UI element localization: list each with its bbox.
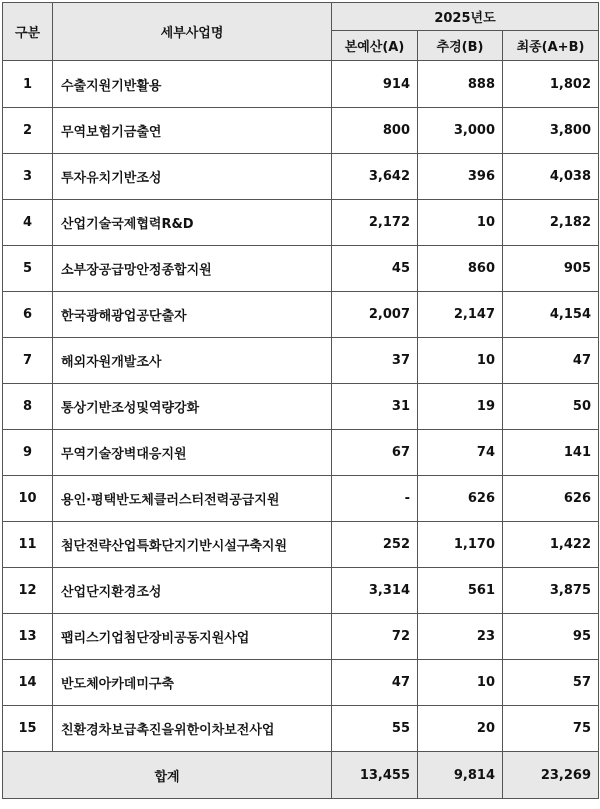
row-number: 2 [3,108,53,154]
table-row [3,200,599,246]
row-final: 4,038 [503,154,599,200]
row-number: 3 [3,154,53,200]
row-supplementary: 3,000 [418,108,503,154]
row-project-name: 무역기술장벽대응지원 [53,430,332,476]
row-supplementary: 860 [418,246,503,292]
row-budget: 67 [332,430,418,476]
table-row [3,522,599,568]
row-supplementary: 396 [418,154,503,200]
row-project-name: 투자유치기반조성 [53,154,332,200]
row-supplementary: 888 [418,61,503,108]
row-budget: 914 [332,61,418,108]
table-body [3,61,599,752]
row-number: 13 [3,614,53,660]
row-number: 10 [3,476,53,522]
header-final: 최종(A+B) [503,31,599,61]
row-project-name: 반도체아카데미구축 [53,660,332,706]
row-budget: 55 [332,706,418,752]
table-row [3,706,599,752]
row-final: 75 [503,706,599,752]
row-number: 12 [3,568,53,614]
total-label: 합계 [3,752,332,799]
total-row [3,752,599,799]
row-final: 50 [503,384,599,430]
row-project-name: 무역보험기금출연 [53,108,332,154]
table-row [3,61,599,108]
row-supplementary: 10 [418,200,503,246]
row-final: 4,154 [503,292,599,338]
row-budget: 800 [332,108,418,154]
table-row [3,246,599,292]
row-final: 1,802 [503,61,599,108]
row-number: 4 [3,200,53,246]
row-project-name: 산업단지환경조성 [53,568,332,614]
table-row [3,154,599,200]
row-final: 3,800 [503,108,599,154]
row-number: 15 [3,706,53,752]
row-project-name: 한국광해광업공단출자 [53,292,332,338]
table-row [3,292,599,338]
row-supplementary: 20 [418,706,503,752]
row-project-name: 수출지원기반활용 [53,61,332,108]
budget-table [2,2,599,799]
row-number: 8 [3,384,53,430]
row-final: 95 [503,614,599,660]
table-row [3,568,599,614]
row-number: 1 [3,61,53,108]
row-budget: 31 [332,384,418,430]
table-row [3,384,599,430]
header-supplementary: 추경(B) [418,31,503,61]
row-budget: 2,172 [332,200,418,246]
row-budget: 47 [332,660,418,706]
header-budget: 본예산(A) [332,31,418,61]
row-final: 1,422 [503,522,599,568]
table-row [3,614,599,660]
row-supplementary: 19 [418,384,503,430]
total-supplementary: 9,814 [418,752,503,799]
row-final: 626 [503,476,599,522]
row-budget: 252 [332,522,418,568]
row-project-name: 산업기술국제협력R&D [53,200,332,246]
table-footer [3,752,599,799]
row-supplementary: 23 [418,614,503,660]
row-project-name: 팹리스기업첨단장비공동지원사업 [53,614,332,660]
row-number: 14 [3,660,53,706]
row-final: 905 [503,246,599,292]
row-budget: 37 [332,338,418,384]
row-supplementary: 2,147 [418,292,503,338]
row-project-name: 용인·평택반도체클러스터전력공급지원 [53,476,332,522]
row-budget: - [332,476,418,522]
row-number: 7 [3,338,53,384]
table-row [3,430,599,476]
row-supplementary: 626 [418,476,503,522]
table-header [3,3,599,61]
row-final: 47 [503,338,599,384]
row-supplementary: 1,170 [418,522,503,568]
row-number: 6 [3,292,53,338]
row-supplementary: 10 [418,338,503,384]
row-supplementary: 74 [418,430,503,476]
row-budget: 45 [332,246,418,292]
row-final: 2,182 [503,200,599,246]
row-final: 3,875 [503,568,599,614]
table-row [3,108,599,154]
row-budget: 72 [332,614,418,660]
header-year: 2025년도 [332,3,599,31]
row-supplementary: 561 [418,568,503,614]
header-category: 구분 [3,3,53,61]
row-number: 11 [3,522,53,568]
row-project-name: 해외자원개발조사 [53,338,332,384]
row-supplementary: 10 [418,660,503,706]
row-project-name: 통상기반조성및역량강화 [53,384,332,430]
row-project-name: 소부장공급망안정종합지원 [53,246,332,292]
table-row [3,660,599,706]
row-project-name: 친환경차보급촉진을위한이차보전사업 [53,706,332,752]
row-number: 9 [3,430,53,476]
total-final: 23,269 [503,752,599,799]
row-budget: 3,314 [332,568,418,614]
table-row [3,338,599,384]
table-row [3,476,599,522]
row-project-name: 첨단전략산업특화단지기반시설구축지원 [53,522,332,568]
row-budget: 3,642 [332,154,418,200]
header-project-name: 세부사업명 [53,3,332,61]
row-final: 57 [503,660,599,706]
row-final: 141 [503,430,599,476]
row-budget: 2,007 [332,292,418,338]
total-budget: 13,455 [332,752,418,799]
row-number: 5 [3,246,53,292]
